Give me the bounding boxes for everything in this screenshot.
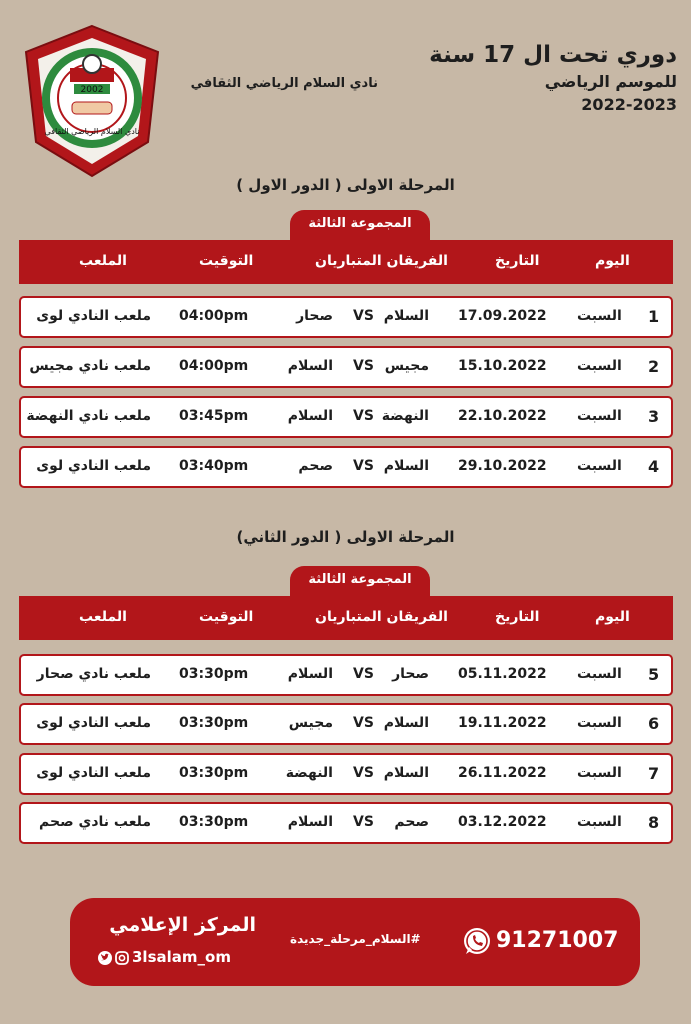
club-logo <box>18 22 166 180</box>
match-field: ملعب النادي لوى <box>36 308 151 324</box>
match-team2: السلام <box>287 666 333 682</box>
col-teams: الفريقان المتباريان <box>315 609 448 625</box>
page-subtitle: للموسم الرياضي <box>544 72 677 91</box>
instagram-icon <box>115 951 129 965</box>
match-number: 2 <box>648 357 660 376</box>
match-vs: VS <box>353 814 374 830</box>
match-day: السبت <box>577 308 622 324</box>
match-number: 8 <box>648 813 660 832</box>
whatsapp-icon <box>462 926 492 956</box>
match-team1: السلام <box>383 458 429 474</box>
match-day: السبت <box>577 814 622 830</box>
phone-number: 91271007 <box>496 928 619 953</box>
match-day: السبت <box>577 715 622 731</box>
col-time: التوقيت <box>199 609 254 625</box>
twitter-icon <box>98 951 112 965</box>
col-date: التاريخ <box>495 253 540 269</box>
match-team2: السلام <box>287 408 333 424</box>
logo-year: 2002 <box>80 85 104 95</box>
col-teams: الفريقان المتباريان <box>315 253 448 269</box>
match-date: 29.10.2022 <box>458 458 547 474</box>
match-vs: VS <box>353 458 374 474</box>
footer-banner <box>70 898 640 986</box>
col-day: اليوم <box>595 253 630 269</box>
hashtag: #السلام_مرحلة_جديدة <box>290 932 421 946</box>
match-day: السبت <box>577 666 622 682</box>
match-row <box>19 346 673 388</box>
match-number: 1 <box>648 307 660 326</box>
match-vs: VS <box>353 308 374 324</box>
match-date: 26.11.2022 <box>458 765 547 781</box>
match-day: السبت <box>577 765 622 781</box>
club-name: نادي السلام الرياضي الثقافي <box>190 76 378 91</box>
match-team1: صحم <box>394 814 429 830</box>
match-team1: مجيس <box>384 358 429 374</box>
logo-text: نادي السلام الرياضي الثقافي <box>44 127 140 136</box>
match-time: 03:30pm <box>179 715 249 731</box>
match-date: 05.11.2022 <box>458 666 547 682</box>
match-date: 22.10.2022 <box>458 408 547 424</box>
match-row <box>19 396 673 438</box>
match-team2: مجيس <box>288 715 333 731</box>
match-time: 03:30pm <box>179 666 249 682</box>
match-row <box>19 654 673 696</box>
match-day: السبت <box>577 358 622 374</box>
match-day: السبت <box>577 408 622 424</box>
match-field: ملعب النادي لوى <box>36 715 151 731</box>
match-team2: صحم <box>298 458 333 474</box>
round1-group-tab: المجموعة الثالثة <box>290 210 430 240</box>
match-field: ملعب النادي لوى <box>36 458 151 474</box>
title-block <box>417 40 677 116</box>
match-row <box>19 296 673 338</box>
match-team1: النهضة <box>381 408 429 424</box>
match-number: 6 <box>648 714 660 733</box>
match-number: 4 <box>648 457 660 476</box>
match-number: 7 <box>648 764 660 783</box>
col-day: اليوم <box>595 609 630 625</box>
match-row <box>19 446 673 488</box>
match-vs: VS <box>353 765 374 781</box>
match-row <box>19 753 673 795</box>
round2-title: المرحلة الاولى ( الدور الثاني) <box>236 528 455 546</box>
round1-title: المرحلة الاولى ( الدور الاول ) <box>236 176 455 194</box>
match-team2: النهضة <box>285 765 333 781</box>
match-time: 03:30pm <box>179 765 249 781</box>
round1-table-header <box>19 240 673 284</box>
media-center-title: المركز الإعلامي <box>109 914 256 936</box>
col-field: الملعب <box>79 609 127 625</box>
match-row <box>19 703 673 745</box>
match-team1: السلام <box>383 308 429 324</box>
match-vs: VS <box>353 358 374 374</box>
match-number: 3 <box>648 407 660 426</box>
match-vs: VS <box>353 715 374 731</box>
match-team2: صحار <box>296 308 333 324</box>
match-team2: السلام <box>287 814 333 830</box>
match-vs: VS <box>353 408 374 424</box>
match-team1: السلام <box>383 715 429 731</box>
match-day: السبت <box>577 458 622 474</box>
match-team1: السلام <box>383 765 429 781</box>
match-field: ملعب نادي صحار <box>36 666 151 682</box>
match-field: ملعب النادي لوى <box>36 765 151 781</box>
match-time: 04:00pm <box>179 308 249 324</box>
col-field: الملعب <box>79 253 127 269</box>
match-date: 03.12.2022 <box>458 814 547 830</box>
match-date: 19.11.2022 <box>458 715 547 731</box>
col-date: التاريخ <box>495 609 540 625</box>
round2-table-header <box>19 596 673 640</box>
match-time: 03:40pm <box>179 458 249 474</box>
match-number: 5 <box>648 665 660 684</box>
match-time: 03:30pm <box>179 814 249 830</box>
match-team1: صحار <box>392 666 429 682</box>
match-time: 04:00pm <box>179 358 249 374</box>
social-handle: 3lsalam_om <box>132 948 231 966</box>
match-field: ملعب نادي صحم <box>39 814 151 830</box>
match-time: 03:45pm <box>179 408 249 424</box>
match-date: 17.09.2022 <box>458 308 547 324</box>
match-team2: السلام <box>287 358 333 374</box>
match-row <box>19 802 673 844</box>
page-title: دوري تحت ال 17 سنة <box>429 42 677 68</box>
match-date: 15.10.2022 <box>458 358 547 374</box>
match-vs: VS <box>353 666 374 682</box>
match-field: ملعب نادي مجيس <box>29 358 151 374</box>
season-years: 2022-2023 <box>581 95 677 114</box>
match-field: ملعب نادي النهضة <box>26 408 151 424</box>
col-time: التوقيت <box>199 253 254 269</box>
round2-group-tab: المجموعة الثالثة <box>290 566 430 596</box>
